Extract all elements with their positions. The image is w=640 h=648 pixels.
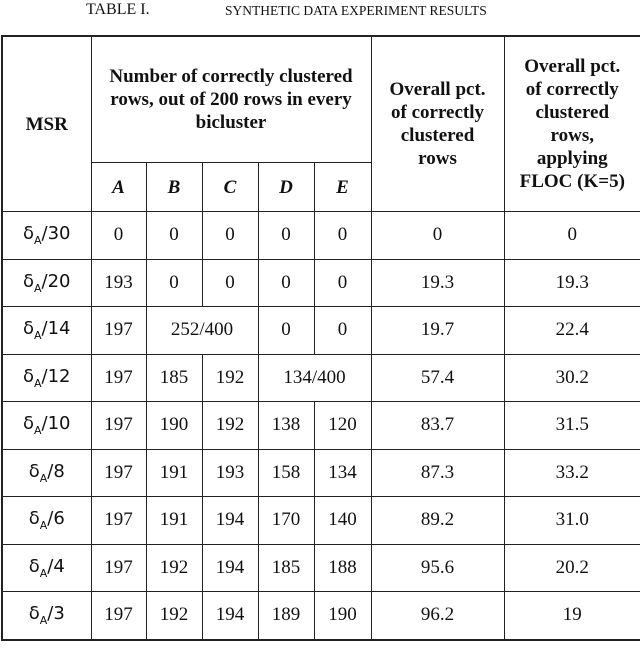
msr-subscript: A: [34, 281, 42, 295]
msr-subscript: A: [39, 519, 48, 533]
table-row: [2, 497, 640, 545]
bicluster-cell: 158: [258, 449, 314, 497]
bicluster-cell: 170: [258, 497, 314, 545]
delta-symbol: δ: [22, 413, 34, 435]
msr-divisor: /30: [41, 223, 71, 245]
bicluster-cell: 0: [202, 212, 258, 260]
floc-cell: 19.3: [504, 259, 640, 307]
table-row: [2, 544, 640, 592]
bicluster-cell: 0: [258, 259, 314, 307]
bicluster-cell: 197: [91, 402, 146, 450]
bicluster-cell: 197: [91, 307, 146, 355]
delta-symbol: δ: [22, 318, 34, 340]
table-title: SYNTHETIC DATA EXPERIMENT RESULTS: [225, 3, 487, 18]
bicluster-cell: 134: [314, 449, 371, 497]
bicluster-cell: 197: [91, 354, 146, 402]
table-label: TABLE I.: [86, 1, 150, 18]
bicluster-cell: 197: [91, 497, 146, 545]
bicluster-cell: 193: [91, 259, 146, 307]
bicluster-cell: 252/400: [146, 307, 258, 355]
header-d: D: [258, 163, 314, 212]
bicluster-cell: 140: [314, 497, 371, 545]
msr-subscript: A: [39, 471, 48, 485]
delta-symbol: δ: [28, 460, 40, 482]
header-b: B: [146, 163, 202, 212]
msr-cell: [2, 307, 91, 355]
bicluster-cell: 192: [146, 592, 202, 640]
bicluster-cell: 194: [202, 544, 258, 592]
table-row: [2, 592, 640, 640]
overall-cell: 57.4: [371, 354, 504, 402]
msr-divisor: /20: [41, 270, 71, 292]
msr-cell: [2, 402, 91, 450]
overall-cell: 87.3: [371, 449, 504, 497]
bicluster-cell: 191: [146, 497, 202, 545]
header-overall: Overall pct. of correctly clustered rows: [371, 36, 504, 212]
overall-cell: 95.6: [371, 544, 504, 592]
msr-divisor: /12: [41, 365, 71, 387]
bicluster-cell: 192: [146, 544, 202, 592]
overall-cell: 19.3: [371, 259, 504, 307]
floc-cell: 33.2: [504, 449, 640, 497]
bicluster-cell: 192: [202, 354, 258, 402]
bicluster-cell: 197: [91, 592, 146, 640]
delta-symbol: δ: [22, 223, 34, 245]
header-floc: Overall pct. of correctly clustered rows, applying FLOC (K=5): [504, 36, 640, 212]
msr-subscript: A: [39, 614, 48, 628]
overall-cell: 89.2: [371, 497, 504, 545]
msr-subscript: A: [34, 424, 42, 438]
floc-cell: 0: [504, 212, 640, 260]
delta-symbol: δ: [22, 270, 34, 292]
floc-cell: 19: [504, 592, 640, 640]
table-row: [2, 354, 640, 402]
results-table: [1, 35, 640, 641]
msr-cell: [2, 544, 91, 592]
bicluster-cell: 134/400: [258, 354, 371, 402]
delta-symbol: δ: [28, 508, 40, 530]
bicluster-cell: 0: [258, 307, 314, 355]
msr-subscript: A: [34, 234, 42, 248]
msr-cell: [2, 497, 91, 545]
overall-cell: 96.2: [371, 592, 504, 640]
msr-subscript: A: [34, 376, 42, 390]
overall-cell: 19.7: [371, 307, 504, 355]
bicluster-cell: 192: [202, 402, 258, 450]
bicluster-cell: 185: [146, 354, 202, 402]
bicluster-cell: 0: [314, 259, 371, 307]
msr-divisor: /14: [41, 318, 71, 340]
header-group: Number of correctly clustered rows, out of 200 rows in every bicluster: [91, 36, 371, 163]
msr-divisor: /4: [47, 555, 65, 577]
floc-cell: 20.2: [504, 544, 640, 592]
overall-cell: 83.7: [371, 402, 504, 450]
bicluster-cell: 0: [146, 212, 202, 260]
delta-symbol: δ: [22, 365, 34, 387]
bicluster-cell: 193: [202, 449, 258, 497]
table-row: [2, 307, 640, 355]
msr-cell: [2, 592, 91, 640]
msr-divisor: /8: [47, 460, 65, 482]
msr-subscript: A: [39, 566, 48, 580]
bicluster-cell: 0: [146, 259, 202, 307]
table-row: [2, 402, 640, 450]
table-row: [2, 449, 640, 497]
header-msr: MSR: [2, 36, 91, 212]
delta-symbol: δ: [28, 555, 40, 577]
bicluster-cell: 0: [314, 307, 371, 355]
floc-cell: 22.4: [504, 307, 640, 355]
table-caption: [0, 0, 640, 24]
floc-cell: 31.5: [504, 402, 640, 450]
header-c: C: [202, 163, 258, 212]
bicluster-cell: 191: [146, 449, 202, 497]
bicluster-cell: 138: [258, 402, 314, 450]
bicluster-cell: 197: [91, 544, 146, 592]
bicluster-cell: 0: [258, 212, 314, 260]
bicluster-cell: 0: [91, 212, 146, 260]
overall-cell: 0: [371, 212, 504, 260]
bicluster-cell: 190: [146, 402, 202, 450]
msr-subscript: A: [34, 329, 42, 343]
msr-cell: [2, 259, 91, 307]
header-a: A: [91, 163, 146, 212]
table-row: [2, 259, 640, 307]
msr-divisor: /6: [47, 508, 65, 530]
bicluster-cell: 197: [91, 449, 146, 497]
bicluster-cell: 120: [314, 402, 371, 450]
msr-cell: [2, 354, 91, 402]
bicluster-cell: 0: [202, 259, 258, 307]
table-row: [2, 212, 640, 260]
msr-divisor: /10: [41, 413, 71, 435]
bicluster-cell: 188: [314, 544, 371, 592]
bicluster-cell: 194: [202, 497, 258, 545]
msr-cell: [2, 449, 91, 497]
bicluster-cell: 185: [258, 544, 314, 592]
floc-cell: 30.2: [504, 354, 640, 402]
floc-cell: 31.0: [504, 497, 640, 545]
delta-symbol: δ: [28, 603, 40, 625]
msr-divisor: /3: [47, 603, 65, 625]
header-e: E: [314, 163, 371, 212]
msr-cell: [2, 212, 91, 260]
bicluster-cell: 189: [258, 592, 314, 640]
bicluster-cell: 0: [314, 212, 371, 260]
bicluster-cell: 190: [314, 592, 371, 640]
bicluster-cell: 194: [202, 592, 258, 640]
